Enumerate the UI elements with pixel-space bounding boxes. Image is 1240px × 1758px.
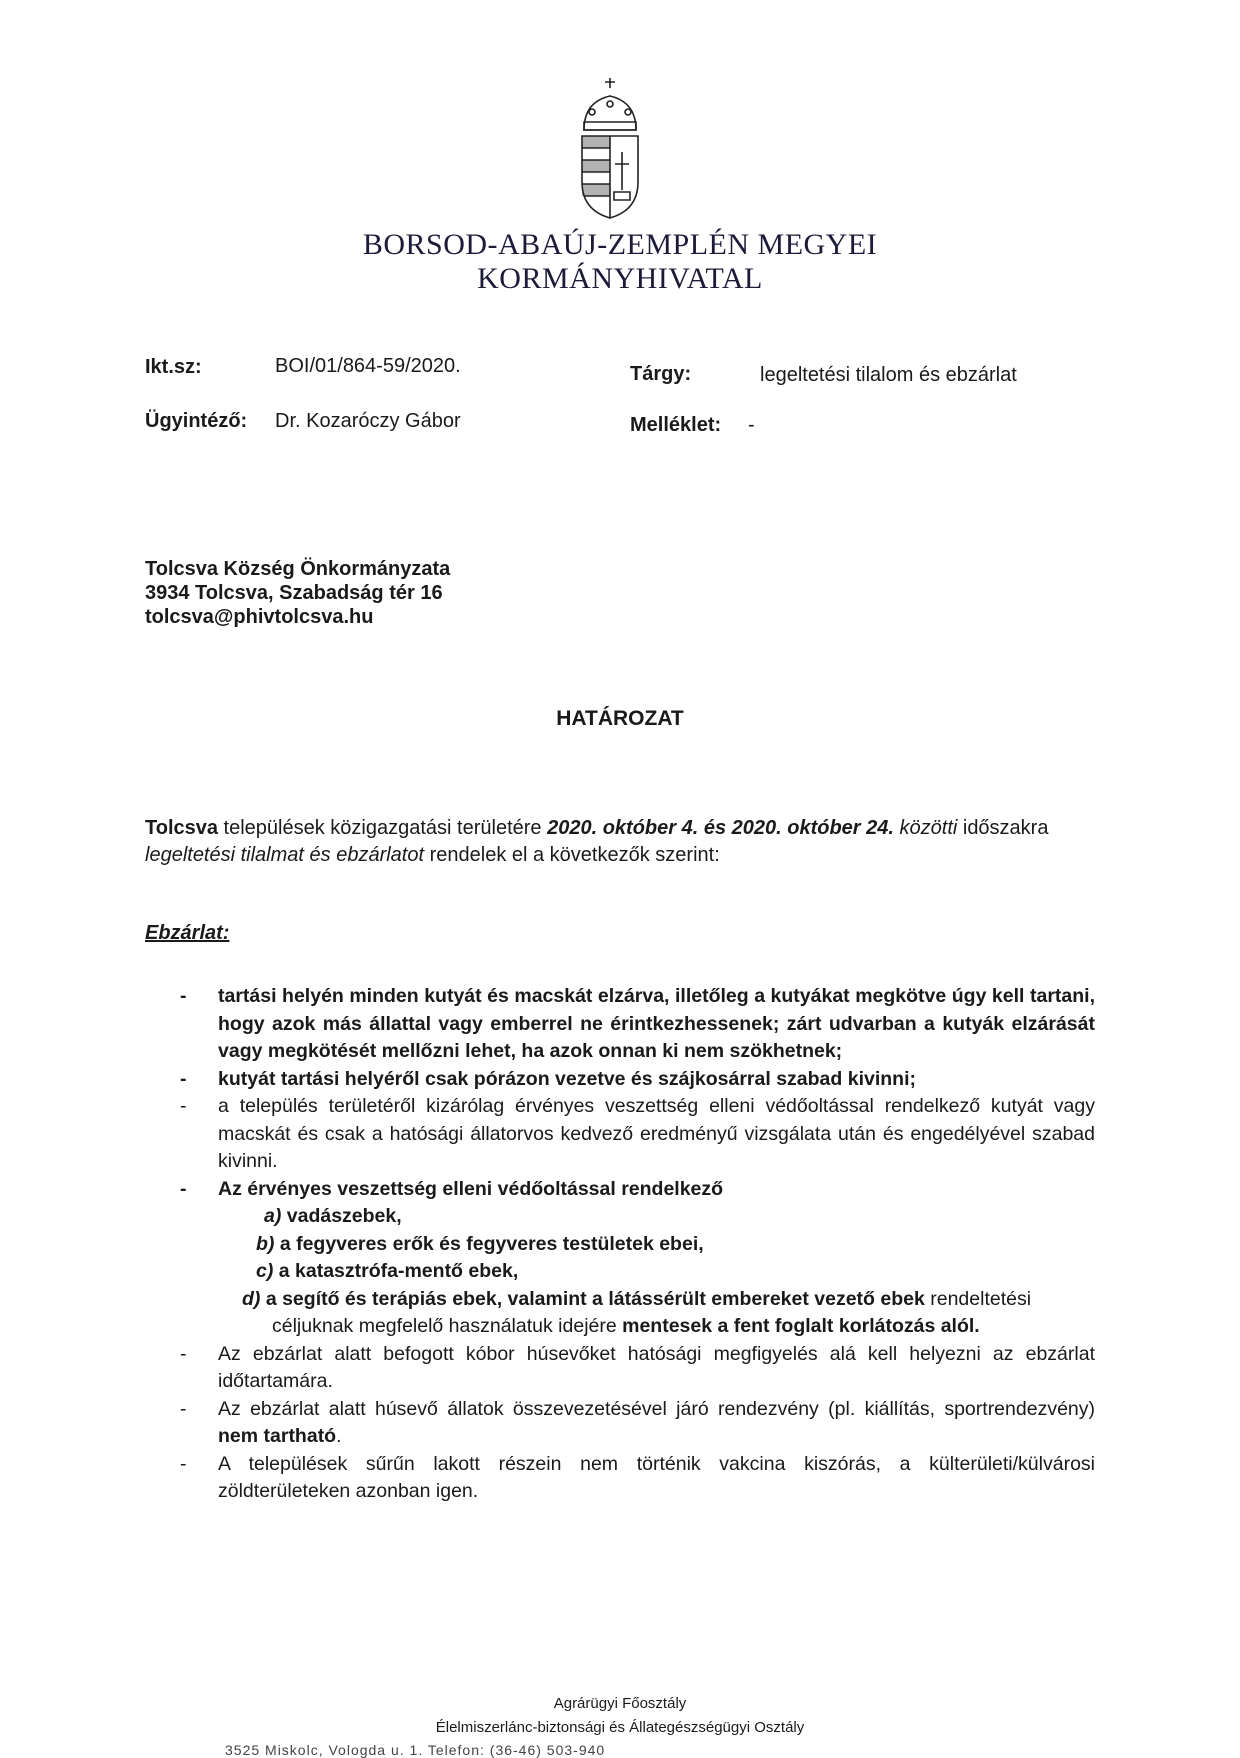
coat-of-arms-icon bbox=[570, 72, 650, 222]
recipient-email: tolcsva@phivtolcsva.hu bbox=[145, 606, 374, 628]
item-text-7: A települések sűrűn lakott részein nem történik vakcina kiszórás, a külterületi/külvárosi zöldterületeken azonban igen. bbox=[218, 1452, 1095, 1502]
recipient-name: Tolcsva Község Önkormányzata bbox=[145, 558, 451, 580]
bullet-dash: - bbox=[180, 1452, 187, 1475]
footer-division: Élelmiszerlánc-biztonsági és Állategészségügyi Osztály bbox=[435, 1719, 805, 1736]
intro-dates: 2020. október 4. és 2020. október 24. bbox=[547, 817, 894, 839]
item-text-2: kutyát tartási helyéről csak pórázon vezetve és szájkosárral szabad kivinni; bbox=[218, 1067, 916, 1090]
ugyintezo-value: Dr. Kozaróczy Gábor bbox=[275, 410, 461, 432]
sub-label-d: d) bbox=[242, 1287, 261, 1310]
sub-item-a bbox=[218, 1203, 1095, 1231]
recipient-block bbox=[145, 557, 450, 629]
list-item bbox=[180, 983, 1095, 1066]
sub-text-a: vadászebek, bbox=[281, 1205, 402, 1227]
sub-text-b: a fegyveres erők és fegyveres testületek ebei, bbox=[274, 1232, 704, 1255]
sub-label-c: c) bbox=[256, 1260, 274, 1282]
sub-text-d-cont: céljuknak megfelelő használatuk idejére bbox=[272, 1315, 623, 1337]
list-item bbox=[180, 1066, 1095, 1094]
ugyintezo-label: Ügyintéző: bbox=[145, 410, 248, 432]
intro-place: Tolcsva bbox=[145, 817, 218, 839]
bullet-dash: - bbox=[180, 1067, 187, 1090]
sub-item-d bbox=[242, 1286, 1095, 1314]
sub-text-d-bold: mentesek a fent foglalt korlátozás alól. bbox=[622, 1315, 980, 1337]
footer-address: 3525 Miskolc, Vologda u. 1. Telefon: (36-46) 503-940 bbox=[225, 1742, 606, 1758]
sub-label-a: a) bbox=[264, 1205, 282, 1227]
sub-label-b: b) bbox=[256, 1232, 275, 1255]
intro-kozotti: közötti bbox=[893, 817, 958, 839]
bullet-dash: - bbox=[180, 1177, 187, 1200]
section-heading: Ebzárlat: bbox=[145, 922, 230, 944]
bullet-dash: - bbox=[180, 1342, 187, 1365]
item-text-1: tartási helyén minden kutyát és macskát elzárva, illetőleg a kutyákat megkötve úgy kell tartani, hogy azok más állattal vagy emberrel ne érintkezhessenek; zárt udvarban a kutyák elzárását vagy megkötését mellőzni lehet, ha azok onnan ki nem szökhetnek; bbox=[218, 985, 1095, 1062]
intro-text-2: időszakra bbox=[957, 817, 1049, 839]
list-item bbox=[180, 1093, 1095, 1176]
sub-text-d-rest: rendeltetési bbox=[924, 1287, 1032, 1310]
list-item bbox=[180, 1176, 1095, 1204]
intro-paragraph bbox=[145, 815, 1095, 869]
iktsz-value: BOI/01/864-59/2020. bbox=[275, 355, 461, 377]
intro-text-3: rendelek el a következők szerint: bbox=[424, 844, 720, 866]
item-text-4: Az érvényes veszettség elleni védőoltással rendelkező bbox=[218, 1177, 724, 1200]
intro-measures: legeltetési tilalmat és ebzárlatot bbox=[145, 844, 425, 866]
list-item bbox=[180, 1451, 1095, 1506]
list-item bbox=[180, 1396, 1095, 1451]
sub-text-d: a segítő és terápiás ebek, valamint a látássérült embereket vezető ebek bbox=[260, 1287, 925, 1310]
sub-item-c bbox=[218, 1258, 1095, 1286]
restrictions-list bbox=[180, 983, 1095, 1506]
bullet-dash: - bbox=[180, 1397, 187, 1420]
list-item bbox=[180, 1341, 1095, 1396]
targy-label: Tárgy: bbox=[630, 363, 692, 385]
targy-value: legeltetési tilalom és ebzárlat bbox=[760, 364, 1017, 386]
bullet-dash: - bbox=[180, 1095, 187, 1117]
item-text-6 bbox=[218, 1396, 1095, 1451]
item-text-6a: Az ebzárlat alatt húsevő állatok összevezetésével járó rendezvény (pl. kiállítás, sportrendezvény) bbox=[218, 1397, 1095, 1420]
agency-name-line1: BORSOD-ABAÚJ-ZEMPLÉN MEGYEI bbox=[362, 228, 878, 261]
recipient-address: 3934 Tolcsva, Szabadság tér 16 bbox=[145, 582, 443, 604]
melleklet-label: Melléklet: bbox=[630, 414, 722, 436]
agency-name-line2: KORMÁNYHIVATAL bbox=[477, 262, 763, 295]
document-title: HATÁROZAT bbox=[556, 707, 684, 730]
iktsz-label: Ikt.sz: bbox=[145, 356, 202, 378]
footer-department: Agrárügyi Főosztály bbox=[553, 1695, 687, 1712]
item-text-5: Az ebzárlat alatt befogott kóbor húsevőket hatósági megfigyelés alá kell helyezni az ebzárlat időtartamára. bbox=[218, 1342, 1095, 1392]
sub-item-b bbox=[218, 1231, 1095, 1259]
melleklet-value: - bbox=[748, 414, 755, 436]
sub-text-c: a katasztrófa-mentő ebek, bbox=[273, 1260, 519, 1282]
bullet-dash: - bbox=[180, 985, 187, 1007]
intro-text-1: települések közigazgatási területére bbox=[218, 817, 548, 839]
item-text-3: a település területéről kizárólag érvényes veszettség elleni védőoltással rendelkező kutyát vagy macskát és csak a hatósági állatorvos kedvező eredményű vizsgálata után és engedélyével szabad kivinni. bbox=[218, 1095, 1095, 1172]
sub-item-d-cont bbox=[272, 1313, 1095, 1341]
item-text-6b: nem tartható bbox=[218, 1425, 337, 1447]
item-text-6c: . bbox=[336, 1425, 342, 1447]
